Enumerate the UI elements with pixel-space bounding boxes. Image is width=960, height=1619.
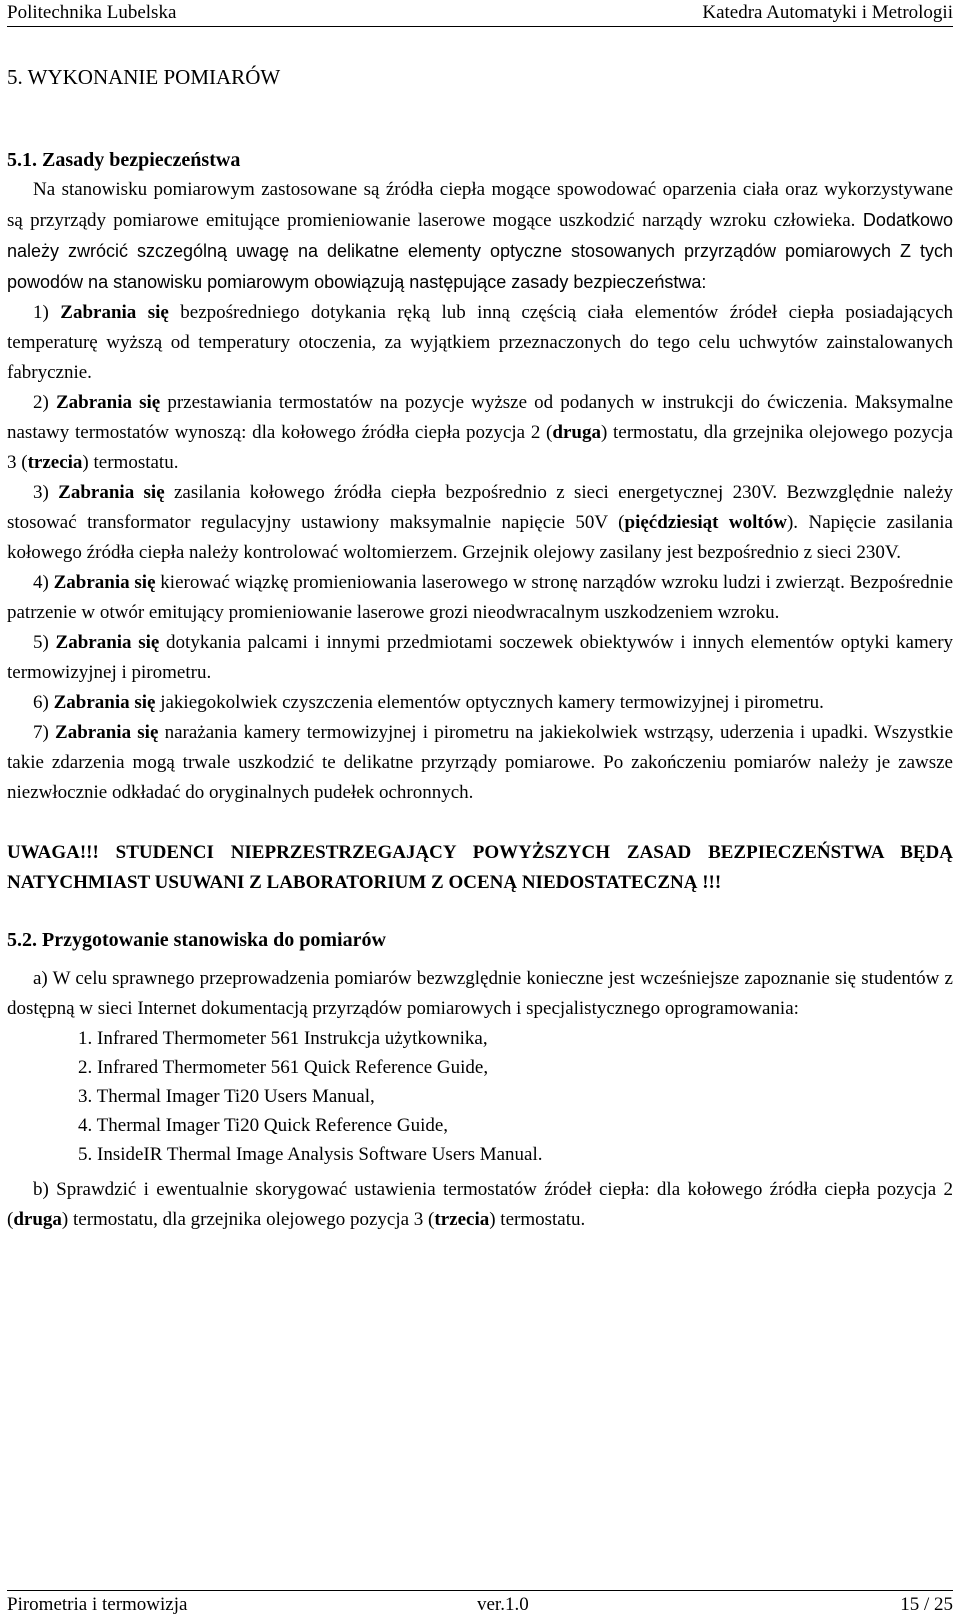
safety-rule-1 <box>7 298 953 388</box>
safety-intro <box>7 175 953 298</box>
rule-prohibition: Zabrania się <box>58 482 165 503</box>
rule-text: bezpośredniego dotykania ręką lub inną częścią ciała elementów źródeł ciepła posiadających temperaturę wyższą od temperatury otoczenia, za wyjątkiem przeznaczonych do tego celu uchwytów zainstalowanych fabrycznie. <box>7 302 954 383</box>
rule-number: 5) <box>33 632 56 653</box>
rule-prohibition: Zabrania się <box>53 692 156 713</box>
header-institution: Politechnika Lubelska <box>7 2 177 23</box>
safety-intro-part-1: Na stanowisku pomiarowym zastosowane są źródła ciepła mogące spowodować oparzenia ciała oraz wykorzystywane są przyrządy pomiarowe emitujące promieniowanie laserowe mogące uszkodzić narządy wzroku człowieka. <box>7 179 953 231</box>
rule-prohibition: Zabrania się <box>60 302 169 323</box>
rule-number: 2) <box>33 392 56 413</box>
step-text: b) Sprawdzić i ewentualnie skorygować ustawienia termostatów źródeł ciepła: dla kołowego źródła ciepła pozycja 2 ( <box>7 1179 953 1230</box>
rule-text: zasilania kołowego źródła ciepła bezpośrednio z sieci energetycznej 230V. Bezwzględnie należy stosować transformator regulacyjny ustawiony maksymalnie napięcie 50V ( <box>7 482 954 533</box>
list-item: 1. Infrared Thermometer 561 Instrukcja użytkownika, <box>78 1028 488 1049</box>
rule-number: 3) <box>33 482 59 503</box>
safety-rule-7 <box>7 718 953 808</box>
documentation-list <box>7 1024 953 1169</box>
section-5-2-title: 5.2. Przygotowanie stanowiska do pomiarów <box>7 929 386 951</box>
safety-rule-2 <box>7 388 953 478</box>
safety-rule-4 <box>7 568 953 628</box>
page-content <box>7 62 953 1235</box>
safety-warning: UWAGA!!! STUDENCI NIEPRZESTRZEGAJĄCY POWYŻSZYCH ZASAD BEZPIECZEŃSTWA BĘDĄ NATYCHMIAST USUWANI Z LABORATORIUM Z OCENĄ NIEDOSTATECZNĄ !!! <box>7 842 953 893</box>
page-header <box>7 0 953 27</box>
rule-text: jakiegokolwiek czyszczenia elementów optycznych kamery termowizyjnej i pirometru. <box>155 692 824 713</box>
page-footer <box>7 1590 953 1618</box>
rule-prohibition: Zabrania się <box>55 722 159 743</box>
rule-number: 6) <box>33 692 54 713</box>
list-item: 3. Thermal Imager Ti20 Users Manual, <box>78 1086 375 1107</box>
step-emphasis: trzecia <box>434 1209 490 1230</box>
list-item: 2. Infrared Thermometer 561 Quick Reference Guide, <box>78 1057 489 1078</box>
footer-page-number: 15 / 25 <box>900 1594 953 1615</box>
safety-rule-3 <box>7 478 953 568</box>
rule-prohibition: Zabrania się <box>55 632 160 653</box>
list-item: 5. InsideIR Thermal Image Analysis Software Users Manual. <box>78 1144 543 1165</box>
header-department: Katedra Automatyki i Metrologii <box>702 2 953 23</box>
rule-number: 7) <box>33 722 56 743</box>
rule-emphasis: druga <box>552 422 601 443</box>
rule-emphasis: pięćdziesiąt woltów <box>624 512 787 533</box>
preparation-step-a: a) W celu sprawnego przeprowadzenia pomiarów bezwzględnie konieczne jest wcześniejsze zapoznanie się studentów z dostępną w sieci Internet dokumentacją przyrządów pomiarowych i specjalistycznego oprogramowania: <box>7 968 953 1019</box>
rule-text: dotykania palcami i innymi przedmiotami soczewek obiektywów i innych elementów optyki kamery termowizyjnej i pirometru. <box>7 632 954 683</box>
rule-text: kierować wiązkę promieniowania laserowego w stronę narządów wzroku ludzi i zwierząt. Bezpośrednie patrzenie w otwór emitujący promieniowanie laserowe grozi nieodwracalnym uszkodzeniem wzroku. <box>7 572 954 623</box>
rule-text: przestawiania termostatów na pozycje wyższe od podanych w instrukcji do ćwiczenia. Maksymalne nastawy termostatów wynoszą: dla kołowego źródła ciepła pozycja 2 ( <box>7 392 954 443</box>
list-item: 4. Thermal Imager Ti20 Quick Reference Guide, <box>78 1115 449 1136</box>
rule-prohibition: Zabrania się <box>55 392 161 413</box>
footer-course-title: Pirometria i termowizja <box>7 1594 188 1615</box>
rule-text: narażania kamery termowizyjnej i pirometru na jakiekolwiek wstrząsy, uderzenia i upadki. Wszystkie takie zdarzenia mogą trwale uszkodzić te delikatne przyrządy pomiarowe. Po zakończeniu pomiarów należy je zawsze niezwłocznie odkładać do oryginalnych pudełek ochronnych. <box>7 722 954 803</box>
safety-rule-5 <box>7 628 953 688</box>
preparation-step-b <box>7 1175 953 1235</box>
rule-emphasis: trzecia <box>27 452 83 473</box>
safety-rule-6 <box>7 688 953 718</box>
rule-prohibition: Zabrania się <box>53 572 156 593</box>
section-5-1-title: 5.1. Zasady bezpieczeństwa <box>7 149 241 171</box>
rule-text: ) termostatu. <box>82 452 179 473</box>
rule-number: 4) <box>33 572 54 593</box>
step-text: ) termostatu. <box>489 1209 586 1230</box>
footer-version: ver.1.0 <box>477 1594 529 1615</box>
step-emphasis: druga <box>13 1209 62 1230</box>
rule-text: ). Napięcie zasilania kołowego źródła ciepła należy kontrolować woltomierzem. Grzejnik olejowy zasilany jest bezpośrednio z sieci 230V. <box>7 512 953 563</box>
section-5-title: 5. WYKONANIE POMIARÓW <box>7 65 281 89</box>
rule-text: ) termostatu, dla grzejnika olejowego pozycja 3 ( <box>7 422 953 473</box>
safety-intro-part-2: Dodatkowo należy zwrócić szczególną uwagę na delikatne elementy optyczne stosowanych przyrządów pomiarowych Z tych powodów na stanowisku pomiarowym obowiązują następujące zasady bezpieczeństwa: <box>7 210 953 292</box>
rule-number: 1) <box>33 302 61 323</box>
step-text: ) termostatu, dla grzejnika olejowego pozycja 3 ( <box>61 1209 435 1230</box>
